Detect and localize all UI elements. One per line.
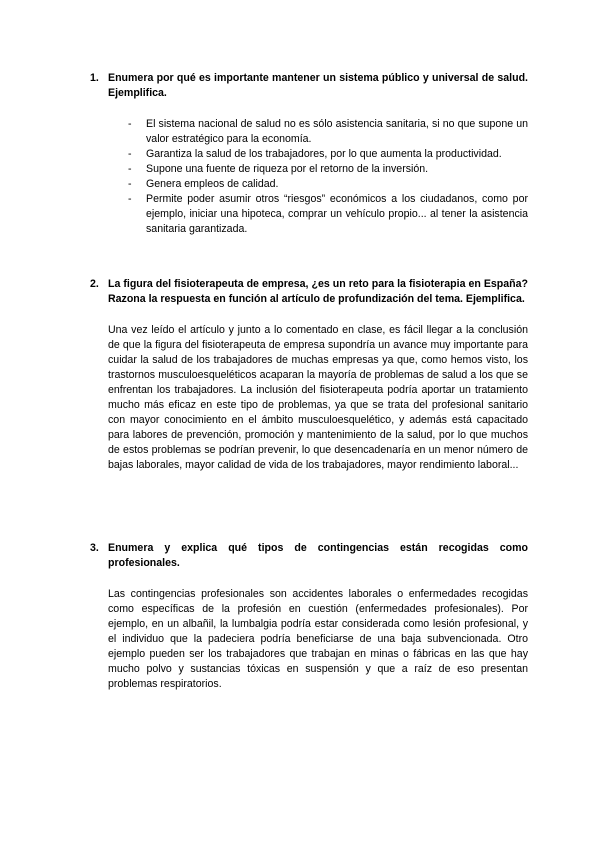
question-1-bullet-list (128, 117, 528, 237)
question-2-number: 2. (90, 278, 99, 290)
question-1-heading (90, 71, 528, 101)
question-3-heading (90, 541, 528, 571)
question-1-number: 1. (90, 72, 99, 84)
list-item (128, 117, 528, 147)
dash-bullet-icon: - (128, 193, 132, 205)
list-item (128, 192, 528, 237)
question-3-title: Enumera y explica qué tipos de contingencias están recogidas como profesionales. (108, 542, 528, 569)
bullet-text: El sistema nacional de salud no es sólo asistencia sanitaria, si no que supone un valor estratégico para la economía. (146, 118, 528, 145)
question-2-answer: Una vez leído el artículo y junto a lo comentado en clase, es fácil llegar a la conclusión de que la figura del fisioterapeuta de empresa supondría un avance muy importante para cuidar la salud de los trabajadores de muchas empresas ya que, como hemos visto, los trastornos musculoesqueléticos acaparan la mayoría de problemas de salud a los que se enfrentan los trabajadores. La inclusión del fisioterapeuta podría aportar un tratamiento mucho más eficaz en este tipo de problemas, ya que se trata del profesional sanitario con mayor conocimiento en el ámbito musculoesquelético, y además está capacitado para labores de prevención, promoción y mantenimiento de la salud, por lo que muchos de estos problemas se podrían prevenir, lo que desencadenaría en un menor número de bajas laborales, mayor calidad de vida de los trabajadores, mayor rendimiento laboral... (108, 324, 528, 471)
dash-bullet-icon: - (128, 148, 132, 160)
question-2-title: La figura del fisioterapeuta de empresa, ¿es un reto para la fisioterapia en España? Razona la respuesta en función al artículo de profundización del tema. Ejemplifica. (108, 278, 528, 305)
bullet-text: Genera empleos de calidad. (146, 178, 279, 190)
dash-bullet-icon: - (128, 118, 132, 130)
dash-bullet-icon: - (128, 178, 132, 190)
list-item (128, 147, 528, 162)
bullet-text: Garantiza la salud de los trabajadores, por lo que aumenta la productividad. (146, 148, 502, 160)
question-2 (90, 277, 528, 473)
question-3-number: 3. (90, 542, 99, 554)
list-item (128, 177, 528, 192)
dash-bullet-icon: - (128, 163, 132, 175)
list-item (128, 162, 528, 177)
question-2-heading (90, 277, 528, 307)
question-1 (90, 71, 528, 237)
question-1-title: Enumera por qué es importante mantener un sistema público y universal de salud. Ejemplifica. (108, 72, 528, 99)
question-3 (90, 541, 528, 692)
bullet-text: Permite poder asumir otros “riesgos” económicos a los ciudadanos, como por ejemplo, iniciar una hipoteca, comprar un vehículo propio... al tener la asistencia sanitaria garantizada. (146, 193, 528, 235)
bullet-text: Supone una fuente de riqueza por el retorno de la inversión. (146, 163, 429, 175)
question-3-answer: Las contingencias profesionales son accidentes laborales o enfermedades recogidas como específicas de la profesión en cuestión (enfermedades profesionales). Por ejemplo, en un albañil, la lumbalgia podría estar considerada como lesión profesional, y el individuo que la padeciera podría beneficiarse de una baja subvencionada. Otro ejemplo pueden ser los trabajadores que trabajan en minas o fábricas en las que hay mucho polvo y sustancias tóxicas en suspensión y que a raíz de eso presentan problemas respiratorios. (108, 588, 528, 690)
